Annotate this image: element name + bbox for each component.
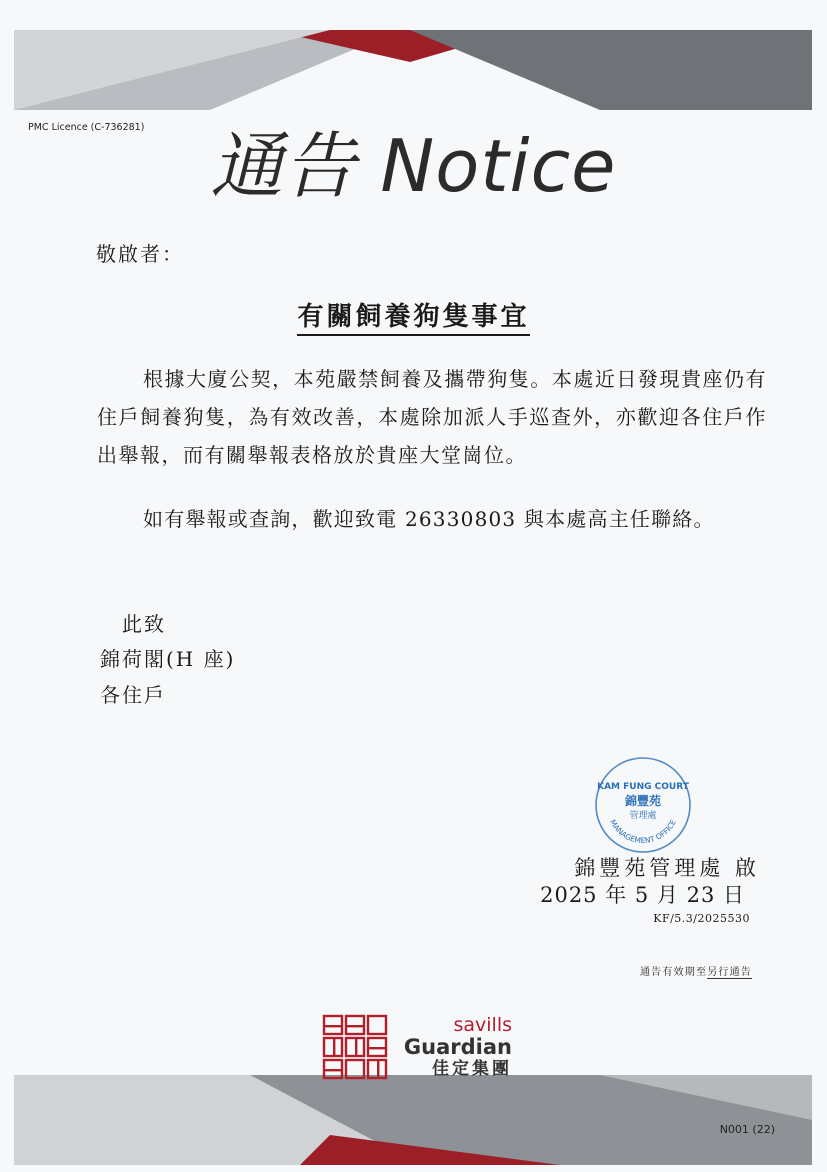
validity-note [560, 963, 752, 978]
body-paragraph: 根據大廈公契，本苑嚴禁飼養及攜帶狗隻。本處近日發現貴座仍有住戶飼養狗隻，為有效改善，本處除加派人手巡查外，亦歡迎各住戶作出舉報，而有關舉報表格放於貴座大堂崗位。 [97, 367, 767, 467]
subject-heading [0, 296, 827, 333]
signer: 錦豐苑管理處 啟 [574, 856, 760, 880]
stamp-line-4: MANAGEMENT OFFICE [608, 818, 678, 846]
validity-prefix: 通告有效期至 [639, 967, 708, 978]
recipient-residents: 各住戶 [100, 683, 166, 707]
salutation: 敬啟者： [96, 242, 184, 266]
subject-text: 有關飼養狗隻事宜 [297, 302, 529, 336]
licence-number: PMC Licence (C-736281) [28, 122, 145, 133]
recipient-building: 錦荷閣(H 座) [100, 647, 236, 671]
stamp-line-2: 錦豐苑 [624, 794, 662, 808]
svg-text:MANAGEMENT OFFICE [608, 818, 678, 845]
reference-number: KF/5.3/2025530 [653, 912, 750, 925]
validity-underlined: 另行通告 [707, 967, 752, 978]
top-decorative-band [0, 0, 827, 110]
logo-guardian-text: Guardian [403, 1035, 512, 1059]
contact-paragraph: 如有舉報或查詢，歡迎致電 26330803 與本處高主任聯絡。 [143, 507, 715, 531]
closing-line: 此致 [122, 612, 166, 636]
company-logo [322, 1014, 512, 1082]
stamp-line-3: 管理處 [629, 811, 657, 821]
logo-grid-icon [322, 1014, 388, 1080]
logo-savills-text: savills [453, 1014, 512, 1036]
page-title: 通告 Notice [210, 124, 617, 208]
management-office-stamp [593, 755, 693, 855]
stamp-line-1: KAM FUNG COURT [597, 782, 689, 792]
form-number: N001 (22) [719, 1123, 775, 1136]
logo-chinese-text: 佳定集團 [432, 1059, 512, 1079]
notice-date: 2025 年 5 月 23 日 [540, 883, 745, 907]
